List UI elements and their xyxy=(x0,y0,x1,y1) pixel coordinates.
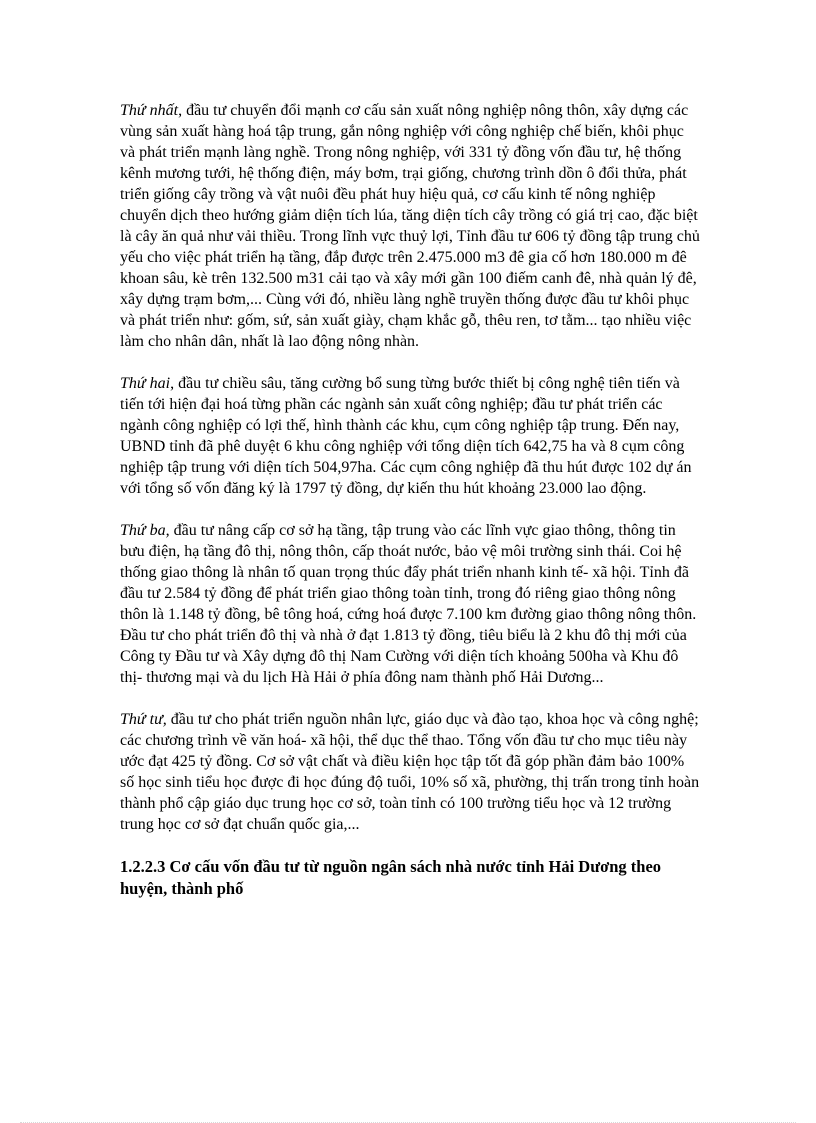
document-body xyxy=(120,100,700,900)
paragraph-lead: Thứ nhất xyxy=(120,102,179,119)
paragraph-third xyxy=(120,520,700,688)
paragraph-text: đầu tư nâng cấp cơ sở hạ tầng, tập trung vào các lĩnh vực giao thông, thông tin bưu điện, hạ tầng đô thị, nông thôn, cấp thoát nước, bảo vệ môi trường sinh thái. Coi hệ thống giao thông là nhân tố quan trọng thúc đẩy phát triển nhanh kinh tế- xã hội. Tỉnh đã đầu tư 2.584 tỷ đồng để phát triển giao thông toàn tỉnh, trong đó riêng giao thông nông thôn là 1.148 tỷ đồng, bê tông hoá, cứng hoá được 7.100 km đường giao thông nông thôn. Đầu tư cho phát triển đô thị và nhà ở đạt 1.813 tỷ đồng, tiêu biểu là 2 khu đô thị mới của Công ty Đầu tư và Xây dựng đô thị Nam Cường với diện tích khoảng 500ha và Khu đô thị- thương mại và du lịch Hà Hải ở phía đông nam thành phố Hải Dương... xyxy=(120,522,697,686)
paragraph-second xyxy=(120,373,700,499)
paragraph-text: , đầu tư chiều sâu, tăng cường bổ sung từng bước thiết bị công nghệ tiên tiến và tiến tới hiện đại hoá từng phần các ngành sản xuất công nghiệp; đầu tư phát triển các ngành công nghiệp có lợi thế, hình thành các khu, cụm công nghiệp tập trung. Đến nay, UBND tỉnh đã phê duyệt 6 khu công nghiệp với tổng diện tích 642,75 ha và 8 cụm công nghiệp tập trung với diện tích 504,97ha. Các cụm công nghiệp đã thu hút được 102 dự án với tổng số vốn đăng ký là 1797 tỷ đồng, dự kiến thu hút khoảng 23.000 lao động. xyxy=(120,375,692,497)
section-heading: 1.2.2.3 Cơ cấu vốn đầu tư từ nguồn ngân sách nhà nước tỉnh Hải Dương theo huyện, thành phố xyxy=(120,857,662,898)
paragraph-lead: Thứ hai xyxy=(120,375,171,392)
paragraph-text: , đầu tư chuyển đổi mạnh cơ cấu sản xuất nông nghiệp nông thôn, xây dựng các vùng sản xuất hàng hoá tập trung, gắn nông nghiệp với công nghiệp chế biến, khôi phục và phát triển mạnh làng nghề. Trong nông nghiệp, với 331 tỷ đồng vốn đầu tư, hệ thống kênh mương tưới, hệ thống điện, máy bơm, trại giống, chương trình dồn ô đổi thửa, phát triển giống cây trồng và vật nuôi đều phát huy hiệu quả, cơ cấu kinh tế nông nghiệp chuyển dịch theo hướng giảm diện tích lúa, tăng diện tích cây trồng có giá trị cao, đặc biệt là cây ăn quả như vải thiều. Trong lĩnh vực thuỷ lợi, Tỉnh đầu tư 606 tỷ đồng tập trung chủ yếu cho việc phát triển hạ tầng, đắp được trên 2.475.000 m3 đê gia cố hơn 180.000 m đê khoan sâu, kè trên 132.500 m31 cải tạo và xây mới gần 100 điếm canh đê, nhà quản lý đê, xây dựng trạm bơm,... Cùng với đó, nhiều làng nghề truyền thống được đầu tư khôi phục và phát triển như: gốm, sứ, sản xuất giày, chạm khắc gỗ, thêu ren, tơ tằm... tạo nhiều việc làm cho nhân dân, nhất là lao động nông nhàn. xyxy=(120,102,700,350)
paragraph-first xyxy=(120,100,700,352)
paragraph-text: đầu tư cho phát triển nguồn nhân lực, giáo dục và đào tạo, khoa học và công nghệ; các chương trình về văn hoá- xã hội, thể dục thể thao. Tổng vốn đầu tư cho mục tiêu này ước đạt 425 tỷ đồng. Cơ sở vật chất và điều kiện học tập tốt đã góp phần đảm bảo 100% số học sinh tiểu học được đi học đúng độ tuổi, 10% số xã, phường, thị trấn trong tỉnh hoàn thành phổ cập giáo dục trung học cơ sở, toàn tỉnh có 100 trường tiểu học và 12 trường trung học cơ sở đạt chuẩn quốc gia,... xyxy=(120,711,700,833)
paragraph-lead: Thứ tư, xyxy=(120,711,167,728)
paragraph-lead: Thứ ba, xyxy=(120,522,170,539)
paragraph-fourth xyxy=(120,709,700,835)
